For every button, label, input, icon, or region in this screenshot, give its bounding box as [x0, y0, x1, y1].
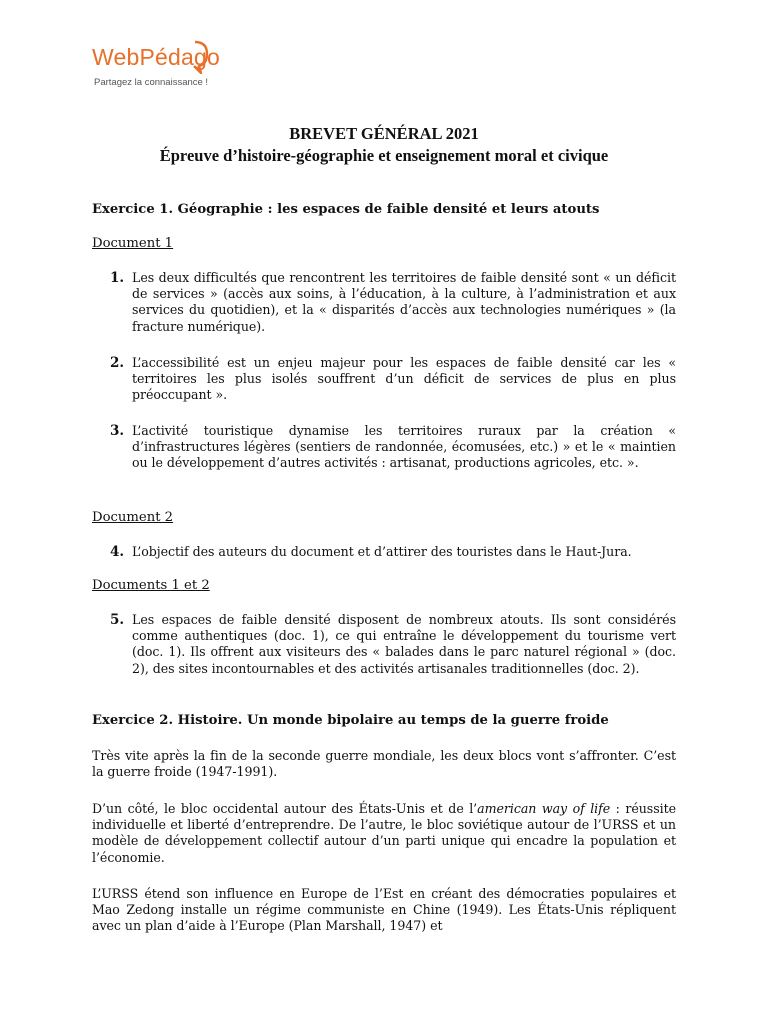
- question-number: 2.: [110, 355, 125, 371]
- question-item: [92, 544, 676, 560]
- question-answer: L’activité touristique dynamise les territoires ruraux par la création « d’infrastructures légères (sentiers de randonnée, écomusées, etc.) » et le « maintien ou le développement d’autres activités : artisanat, productions agricoles, etc. ».: [132, 423, 676, 471]
- exercise2-paragraph-3: L’URSS étend son influence en Europe de l’Est en créant des démocraties populaires et Mao Zedong installe un régime communiste en Chine (1949). Les États-Unis répliquent avec un plan d’aide à l’Europe (Plan Marshall, 1947) et: [92, 886, 676, 934]
- question-number: 3.: [110, 423, 125, 439]
- paragraph-text: D’un côté, le bloc occidental autour des États-Unis et de l’: [92, 801, 478, 816]
- webpedago-logo[interactable]: [92, 40, 232, 100]
- question-number: 1.: [110, 270, 125, 286]
- exercise2-paragraph-2: [92, 801, 676, 866]
- document1-heading: Document 1: [92, 236, 174, 251]
- question-item: [92, 270, 676, 335]
- paragraph-text: : réussite individuelle et liberté d’entreprendre. De l’autre, le bloc soviétique autour de l’URSS et un modèle de développement collectif autour d’un parti unique qui encadre la population et l’économie.: [92, 801, 676, 865]
- documents12-heading: Documents 1 et 2: [92, 578, 210, 593]
- title-block: [0, 123, 768, 167]
- exercise1-heading: Exercice 1. Géographie : les espaces de faible densité et leurs atouts: [92, 202, 600, 217]
- question-answer: Les deux difficultés que rencontrent les territoires de faible densité sont « un déficit de services » (accès aux soins, à l’éducation, à la culture, à l’administration et aux services du quotidien), et la « disparités d’accès aux technologies numériques » (la fracture numérique).: [132, 270, 676, 334]
- page-subtitle: Épreuve d’histoire-géographie et enseignement moral et civique: [159, 146, 609, 165]
- logo-brand-text: WebPédago: [92, 44, 220, 70]
- question-answer: L’objectif des auteurs du document et d’attirer des touristes dans le Haut-Jura.: [132, 544, 632, 559]
- question-number: 5.: [110, 612, 125, 628]
- exercise2-paragraph-1: Très vite après la fin de la seconde guerre mondiale, les deux blocs vont s’affronter. C’est la guerre froide (1947-1991).: [92, 748, 676, 780]
- question-answer: Les espaces de faible densité disposent de nombreux atouts. Ils sont considérés comme authentiques (doc. 1), ce qui entraîne le développement du tourisme vert (doc. 1). Ils offrent aux visiteurs des « balades dans le parc naturel régional » (doc. 2), des sites incontournables et des activités artisanales traditionnelles (doc. 2).: [132, 612, 676, 676]
- question-item: [92, 612, 676, 677]
- question-item: [92, 423, 676, 472]
- question-number: 4.: [110, 544, 125, 560]
- logo-tagline: Partagez la connaissance !: [94, 77, 209, 88]
- speech-bubble-icon: [192, 40, 210, 74]
- page-title: BREVET GÉNÉRAL 2021: [289, 124, 479, 143]
- document2-heading: Document 2: [92, 510, 174, 525]
- exercise2-heading: Exercice 2. Histoire. Un monde bipolaire au temps de la guerre froide: [92, 713, 609, 728]
- italic-phrase: american way of life: [477, 801, 611, 816]
- question-answer: L’accessibilité est un enjeu majeur pour les espaces de faible densité car les « territoires les plus isolés souffrent d’un déficit de services de plus en plus préoccupant ».: [132, 355, 676, 403]
- question-item: [92, 355, 676, 404]
